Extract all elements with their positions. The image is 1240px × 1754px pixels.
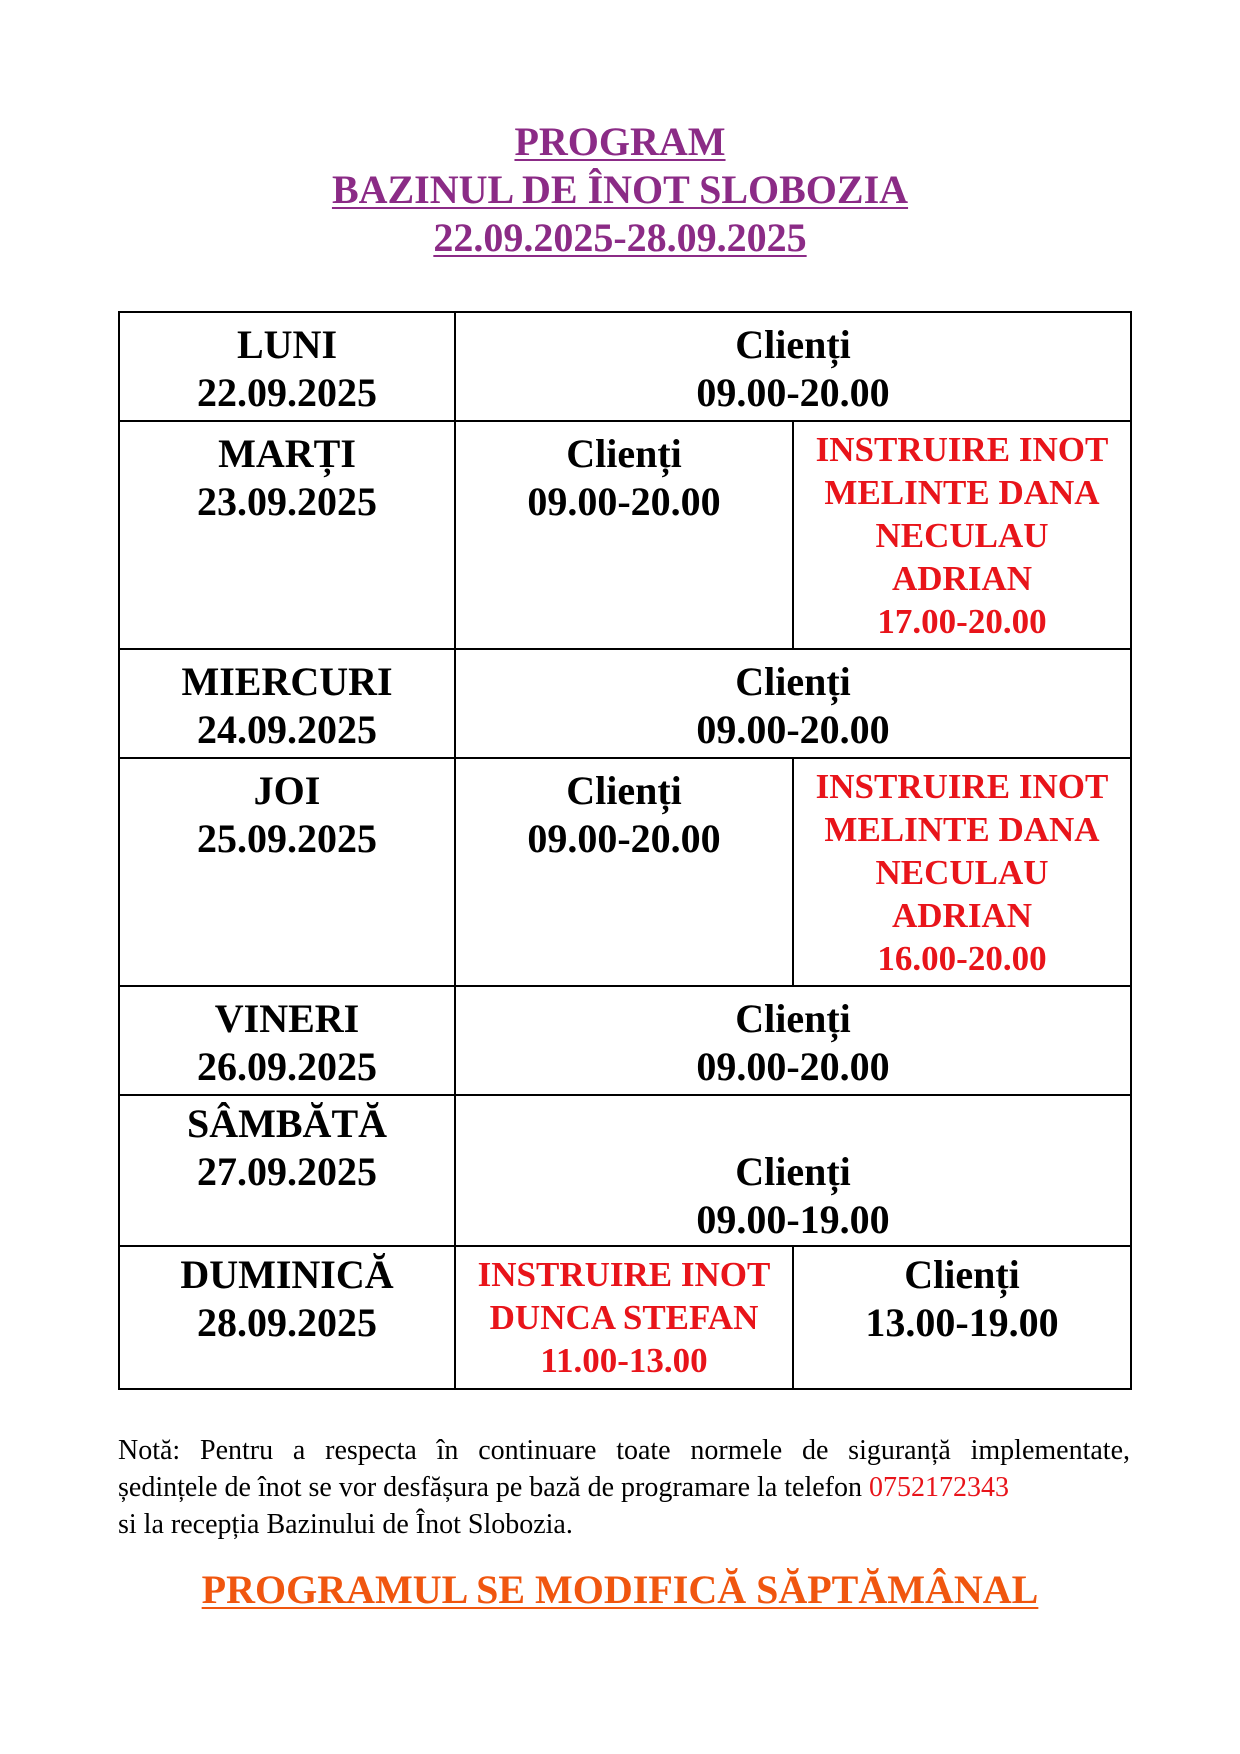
day-date: 25.09.2025 [197,816,377,861]
note-line-1: Notă: Pentru a respecta în continuare toate normele de siguranță implementate, [118,1435,1130,1466]
note-line-3: si la recepția Bazinului de Înot Slobozia. [118,1509,573,1540]
day-name: MARȚI [218,431,356,476]
clients-hours: 09.00-20.00 [527,479,721,524]
clients-cell [455,758,793,986]
phone-number: 0752172343 [869,1472,1009,1503]
training-cell [793,421,1131,649]
day-date: 27.09.2025 [197,1149,377,1194]
table-row [119,421,1131,649]
clients-cell [455,1095,1131,1246]
document-title [0,118,1240,262]
training-hours: 16.00-20.00 [877,939,1047,978]
table-row [119,649,1131,758]
day-name: SÂMBĂTĂ [186,1101,388,1146]
day-cell [119,312,455,421]
clients-hours: 09.00-19.00 [696,1197,890,1242]
clients-hours: 13.00-19.00 [865,1300,1059,1345]
clients-cell [455,312,1131,421]
day-date: 22.09.2025 [197,370,377,415]
table-row [119,312,1131,421]
training-instructor: NECULAU [875,853,1049,892]
training-hours: 17.00-20.00 [877,602,1047,641]
clients-label: Clienți [735,322,851,367]
table-row [119,1095,1131,1246]
note-line-2: ședințele de înot se vor desfășura pe bază de programare la telefon [118,1472,869,1503]
day-date: 26.09.2025 [197,1044,377,1089]
day-cell [119,421,455,649]
training-title: INSTRUIRE INOT [477,1255,771,1294]
training-hours: 11.00-13.00 [540,1341,708,1380]
clients-cell [455,986,1131,1095]
day-date: 28.09.2025 [197,1300,377,1345]
title-date-range: 22.09.2025-28.09.2025 [433,215,807,260]
clients-hours: 09.00-20.00 [696,707,890,752]
table-row [119,758,1131,986]
day-cell [119,758,455,986]
training-title: INSTRUIRE INOT [815,767,1109,806]
training-instructor: DUNCA STEFAN [489,1298,759,1337]
footer-banner [0,1566,1240,1614]
day-cell [119,649,455,758]
training-instructor: NECULAU [875,516,1049,555]
note-paragraph [118,1432,1130,1543]
training-instructor: ADRIAN [892,559,1032,598]
day-cell [119,1246,455,1389]
title-program: PROGRAM [514,119,726,164]
day-cell [119,1095,455,1246]
clients-cell [455,421,793,649]
day-name: DUMINICĂ [180,1252,394,1297]
day-name: LUNI [236,322,338,367]
clients-hours: 09.00-20.00 [696,370,890,415]
footer-text: PROGRAMUL SE MODIFICĂ SĂPTĂMÂNAL [201,1567,1039,1612]
training-instructor: ADRIAN [892,896,1032,935]
clients-hours: 09.00-20.00 [696,1044,890,1089]
training-title: INSTRUIRE INOT [815,430,1109,469]
table-row [119,1246,1131,1389]
training-cell [793,758,1131,986]
day-cell [119,986,455,1095]
clients-label: Clienți [566,431,682,476]
day-date: 23.09.2025 [197,479,377,524]
clients-label: Clienți [735,659,851,704]
training-instructor: MELINTE DANA [824,473,1100,512]
day-name: MIERCURI [181,659,393,704]
day-name: JOI [253,768,321,813]
clients-label: Clienți [904,1252,1020,1297]
training-instructor: MELINTE DANA [824,810,1100,849]
clients-label: Clienți [735,1149,851,1194]
clients-hours: 09.00-20.00 [527,816,721,861]
schedule-table [118,311,1132,1390]
training-cell [455,1246,793,1389]
day-name: VINERI [214,996,360,1041]
clients-label: Clienți [566,768,682,813]
title-pool-name: BAZINUL DE ÎNOT SLOBOZIA [331,167,909,212]
day-date: 24.09.2025 [197,707,377,752]
clients-cell [793,1246,1131,1389]
clients-label: Clienți [735,996,851,1041]
clients-cell [455,649,1131,758]
table-row [119,986,1131,1095]
